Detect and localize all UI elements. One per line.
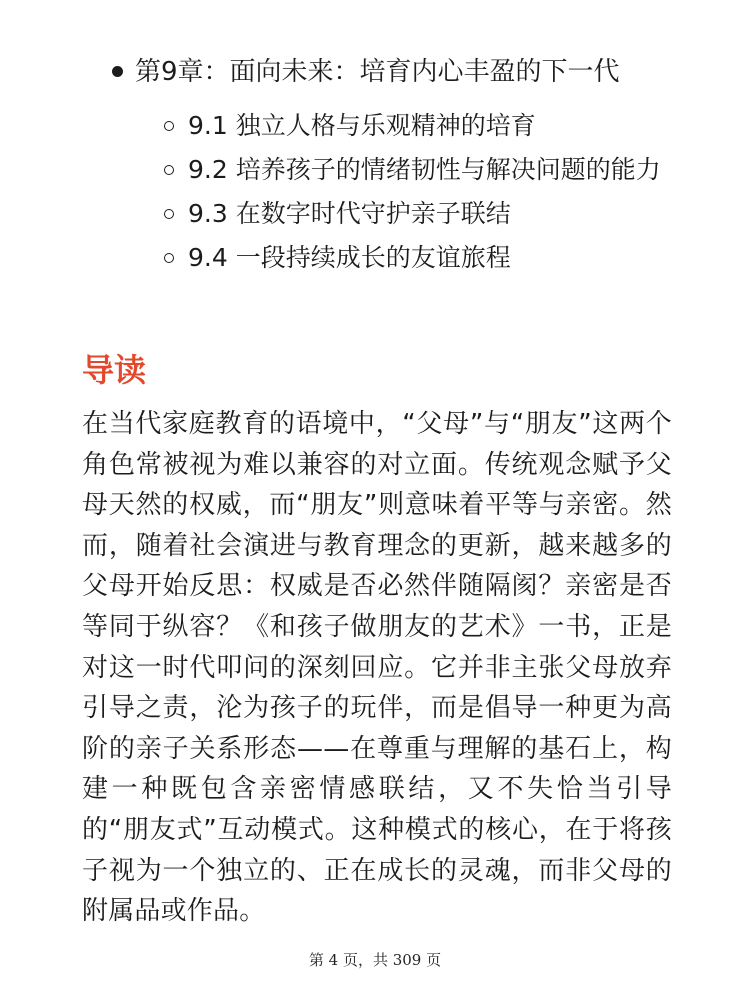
toc-section-label: 9.4 一段持续成长的友谊旅程 (188, 243, 511, 272)
toc-chapter-title: 第9章：面向未来：培育内心丰盈的下一代 (135, 57, 620, 87)
toc-section-item[interactable] (164, 106, 684, 146)
bullet-circle-icon (164, 253, 174, 263)
bullet-circle-icon (164, 121, 174, 131)
toc-section-label: 9.1 独立人格与乐观精神的培育 (188, 111, 536, 140)
toc-section-item[interactable] (164, 150, 684, 190)
intro-paragraph: 在当代家庭教育的语境中，“父母”与“朋友”这两个角色常被视为难以兼容的对立面。传统观念赋予父母天然的权威，而“朋友”则意味着平等与亲密。然而，随着社会演进与教育理念的更新，越来越多的父母开始反思：权威是否必然伴随隔阂？亲密是否等同于纵容？《和孩子做朋友的艺术》一书，正是对这一时代叩问的深刻回应。它并非主张父母放弃引导之责，沦为孩子的玩伴，而是倡导一种更为高阶的亲子关系形态——在尊重与理解的基石上，构建一种既包含亲密情感联结，又不失恰当引导的“朋友式”互动模式。这种模式的核心，在于将孩子视为一个独立的、正在成长的灵魂，而非父母的附属品或作品。 (82, 409, 672, 927)
page-number: 第 4 页，共 309 页 (308, 951, 442, 969)
toc-section-list (164, 106, 684, 282)
bullet-circle-icon (164, 209, 174, 219)
toc-section-item[interactable] (164, 194, 684, 234)
toc-section-label: 9.2 培养孩子的情绪韧性与解决问题的能力 (188, 155, 661, 184)
toc-section-item[interactable] (164, 238, 684, 278)
toc-section-label: 9.3 在数字时代守护亲子联结 (188, 199, 511, 228)
section-heading: 导读 (82, 351, 147, 389)
bullet-disc-icon (112, 66, 123, 77)
bullet-circle-icon (164, 165, 174, 175)
